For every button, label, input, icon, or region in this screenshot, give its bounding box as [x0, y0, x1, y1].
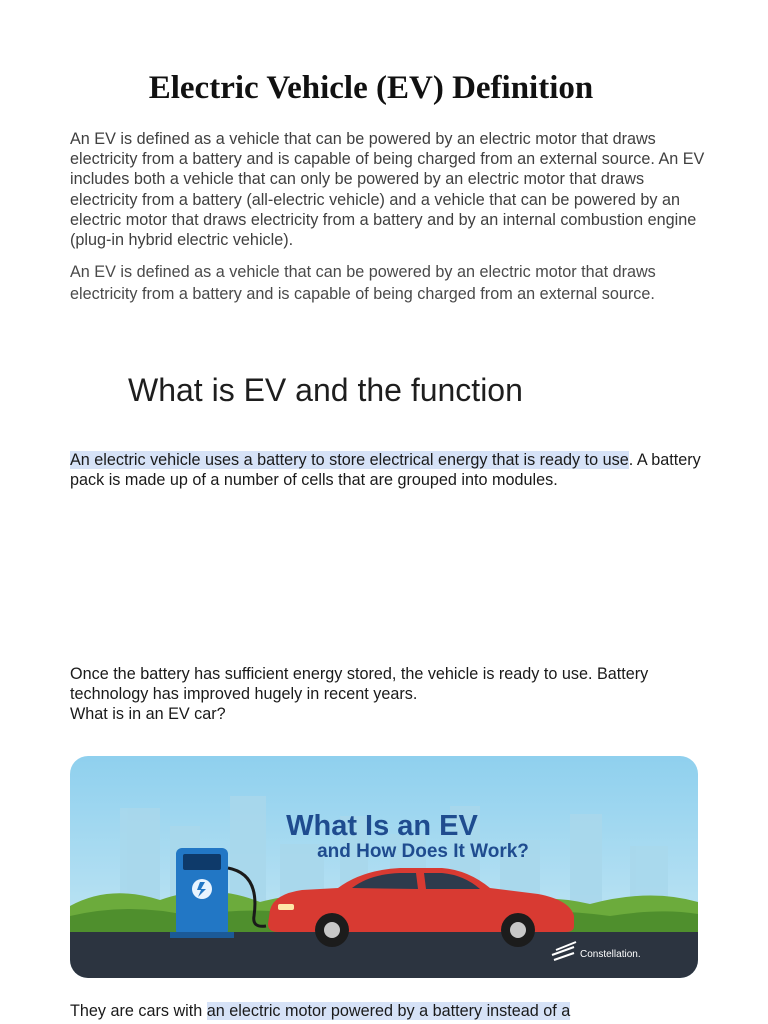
function-paragraph	[70, 450, 710, 490]
ev-banner-image	[70, 756, 698, 978]
page-title: Electric Vehicle (EV) Definition	[148, 70, 594, 106]
question-line: What is in an EV car?	[70, 705, 226, 723]
motor-paragraph	[70, 1001, 710, 1021]
banner-subline: and How Does It Work?	[317, 841, 529, 862]
section-heading: What is EV and the function	[128, 372, 523, 408]
battery-paragraph	[70, 664, 710, 724]
definition-paragraph: An EV is defined as a vehicle that can be powered by an electric motor that draws electricity from a battery and is capable of being charged from an external source. An EV includes both a vehicle that can only be powered by an electric motor that draws electricity from a battery (all-electric vehicle) and a vehicle that can be powered by an electric motor that draws electricity from a battery and by an internal combustion engine (plug-in hybrid electric vehicle).	[70, 130, 705, 250]
highlighted-text: An electric vehicle uses a battery to store electrical energy that is ready to use	[70, 451, 629, 469]
banner-headline: What Is an EV	[286, 810, 478, 842]
paragraph-text: . A battery pack is made up of a number of cells that are grouped into modules.	[70, 451, 701, 489]
definition-paragraph-short: An EV is defined as a vehicle that can be powered by an electric motor that draws electricity from a battery and is capable of being charged from an external source.	[70, 263, 656, 303]
highlighted-text: an electric motor powered by a battery instead of a	[206, 1002, 571, 1020]
paragraph-text: Once the battery has sufficient energy stored, the vehicle is ready to use. Battery technology has improved hugely in recent years.	[70, 665, 649, 703]
paragraph-text: They are cars with	[70, 1002, 207, 1020]
brand-name: Constellation.	[580, 949, 641, 960]
